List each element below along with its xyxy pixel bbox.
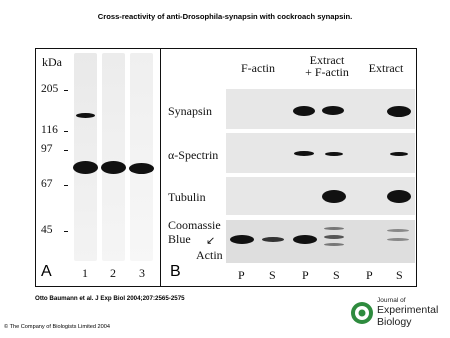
figure-panel (35, 48, 417, 287)
blot-lane-2 (102, 53, 125, 261)
row-label-synapsin: Synapsin (168, 104, 213, 118)
marker-205: 205 (41, 83, 59, 95)
band-synapsin-s2 (322, 106, 344, 115)
band-lane1-high (76, 113, 95, 118)
marker-97: 97 (41, 143, 53, 155)
row-label-coomassie: Coomassie Blue (168, 218, 221, 246)
band-coomassie-s3-b (387, 238, 409, 241)
journal-emblem-icon (350, 297, 374, 329)
copyright-notice: © The Company of Biologists Limited 2004 (4, 324, 111, 330)
lane-label-p3: P (366, 268, 373, 282)
row-label-spectrin: α-Spectrin (168, 148, 219, 162)
band-coomassie-s2-a (324, 227, 344, 230)
strip-spectrin (226, 133, 415, 173)
journal-logo (350, 297, 448, 329)
panel-divider (160, 49, 161, 286)
band-coomassie-s2-c (324, 243, 344, 246)
band-spectrin-s3 (390, 152, 408, 156)
row-label-tubulin: Tubulin (168, 190, 206, 204)
lane-label-p1: P (238, 268, 245, 282)
lane-number-1: 1 (82, 266, 88, 280)
band-synapsin-p2 (293, 106, 315, 116)
lane-number-2: 2 (110, 266, 116, 280)
journal-line-1: Journal of (377, 297, 406, 304)
strip-coomassie (226, 220, 415, 263)
citation: Otto Baumann et al. J Exp Biol 2004;207:2565-2575 (35, 295, 185, 302)
column-f-actin: F-actin (241, 61, 275, 75)
lane-label-s3: S (396, 268, 403, 282)
lane-label-s2: S (333, 268, 340, 282)
marker-67: 67 (41, 178, 53, 190)
lane-label-s1: S (269, 268, 276, 282)
lane-number-3: 3 (139, 266, 145, 280)
band-actin-p2 (293, 235, 317, 244)
band-lane2-synapsin (101, 161, 126, 174)
band-lane3-synapsin (129, 163, 154, 174)
arrow-icon: ↙ (206, 235, 216, 247)
band-coomassie-s2-b (324, 235, 344, 239)
journal-line-3: Biology (377, 316, 412, 328)
band-tubulin-s3 (387, 190, 411, 203)
band-lane1-synapsin (73, 161, 98, 174)
marker-116: 116 (41, 124, 58, 136)
lane-label-p2: P (302, 268, 309, 282)
marker-45: 45 (41, 224, 53, 236)
journal-line-2: Experimental (377, 304, 439, 316)
marker-tick (64, 131, 68, 132)
kda-label: kDa (42, 55, 62, 69)
panel-letter-b: B (170, 263, 181, 280)
marker-tick (64, 231, 68, 232)
marker-tick (64, 90, 68, 91)
panel-letter-a: A (41, 263, 52, 280)
band-coomassie-s3-a (387, 229, 409, 232)
blot-lane-1 (74, 53, 97, 261)
band-actin-s1 (262, 237, 284, 242)
band-spectrin-p2 (294, 151, 314, 156)
band-synapsin-s3 (387, 106, 411, 117)
blot-lane-3 (130, 53, 153, 261)
marker-tick (64, 150, 68, 151)
column-extract-f-actin: Extract + F-actin (305, 53, 349, 79)
band-tubulin-s2 (322, 190, 346, 203)
figure-title: Cross-reactivity of anti-Drosophila-synapsin with cockroach synapsin. (97, 12, 353, 21)
marker-tick (64, 185, 68, 186)
row-label-actin: Actin (196, 248, 223, 262)
band-actin-p1 (230, 235, 254, 244)
band-spectrin-s2 (325, 152, 343, 156)
column-extract: Extract (368, 61, 404, 75)
